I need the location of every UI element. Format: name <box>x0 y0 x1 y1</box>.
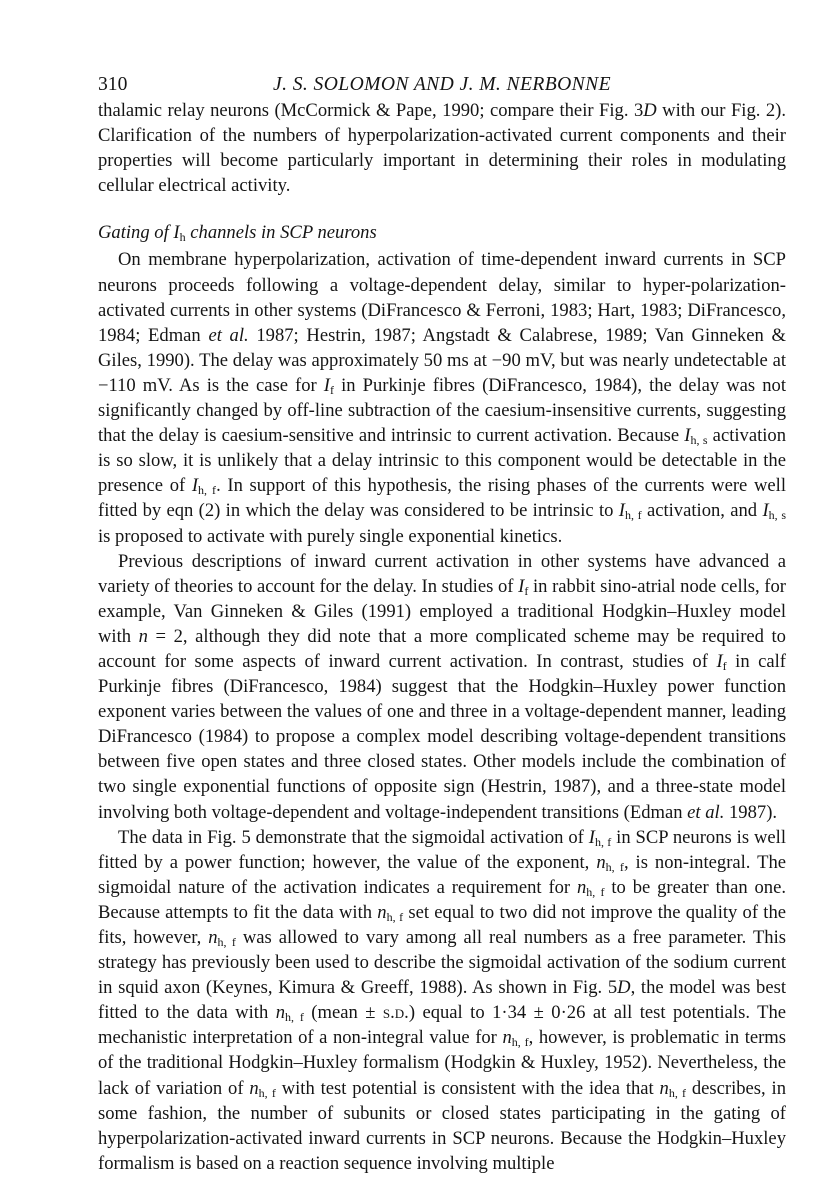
page-number: 310 <box>98 74 128 95</box>
running-head: J. S. SOLOMON AND J. M. NERBONNE <box>273 74 611 95</box>
paragraph-power-function: The data in Fig. 5 demonstrate that the sigmoidal activation of $I_{h, f}$ in SCP neurons is well fitted by a power function; however, the value of the exponent, $n_{h, f}$, is non-integral. The sigmoidal nature of the activation indicates a requirement for $n_{h, f}$ to be greater than one. Because attempts to fit the data with $n_{h, f}$ set equal to two did not improve the quality of the fits, however, $n_{h, f}$ was allowed to vary among all real numbers as a free parameter. This strategy has previously been used to describe the sigmoidal activation of the sodium current in squid axon (Keynes, Kimura & Greeff, 1988). As shown in Fig. 5D, the model was best fitted to the data with $n_{h, f}$ (mean ± s.d.) equal to 1·34 ± 0·26 at all test potentials. The mechanistic interpretation of a non-integral value for $n_{h, f}$, however, is problematic in terms of the traditional Hodgkin–Huxley formalism (Hodgkin & Huxley, 1952). Nevertheless, the lack of variation of $n_{h, f}$ with test potential is consistent with the idea that $n_{h, f}$ describes, in some fashion, the number of subunits or closed states participating in the gating of hyperpolarization-activated inward currents in SCP neurons. Because the Hodgkin–Huxley formalism is based on a reaction sequence involving multiple <box>98 826 787 1174</box>
paragraph-gating-delay: On membrane hyperpolarization, activation of time-dependent inward currents in SCP neurons proceeds following a voltage-dependent delay, similar to hyper-polarization-activated currents in other systems (DiFrancesco & Ferroni, 1983; Hart, 1983; DiFrancesco, 1984; Edman et al. 1987; Hestrin, 1987; Angstadt & Calabrese, 1989; Van Ginneken & Giles, 1990). The delay was approximately 50 ms at −90 mV, but was nearly undetectable at −110 mV. As is the case for $I_f$ in Purkinje fibres (DiFrancesco, 1984), the delay was not significantly changed by off-line subtraction of the caesium-insensitive currents, suggesting that the delay is caesium-sensitive and intrinsic to current activation. Because $I_{h, s}$ activation is so slow, it is unlikely that a delay intrinsic to this component would be detectable in the presence of $I_{h, f}$. In support of this hypothesis, the rising phases of the currents were well fitted by eqn (2) in which the delay was considered to be intrinsic to $I_{h, f}$ activation, and $I_{h, s}$ is proposed to activate with purely single exponential kinetics. <box>98 249 787 547</box>
page-header <box>98 70 786 100</box>
paragraph-continued: thalamic relay neurons (McCormick & Pape, 1990; compare their Fig. 3D with our Fig. 2). Clarification of the numbers of hyperpolarization-activated current components and their properties will become particularly important in determining their roles in modulating cellular electrical activity. <box>98 100 787 197</box>
body-text <box>98 98 786 1176</box>
section-heading: Gating of $I_h$ channels in SCP neurons <box>98 222 377 245</box>
paragraph-previous-models: Previous descriptions of inward current activation in other systems have advanced a variety of theories to account for the delay. In studies of $I_f$ in rabbit sino-atrial node cells, for example, Van Ginneken & Giles (1991) employed a traditional Hodgkin–Huxley model with n = 2, although they did note that a more complicated scheme may be required to account for some aspects of inward current activation. In contrast, studies of $I_f$ in calf Purkinje fibres (DiFrancesco, 1984) suggest that the Hodgkin–Huxley power function exponent varies between the values of one and three in a voltage-dependent manner, leading DiFrancesco (1984) to propose a complex model describing voltage-dependent transitions between five open states and three closed states. Other models include the combination of two single exponential functions of opposite sign (Hestrin, 1987), and a three-state model involving both voltage-dependent and voltage-independent transitions (Edman et al. 1987). <box>98 550 786 823</box>
